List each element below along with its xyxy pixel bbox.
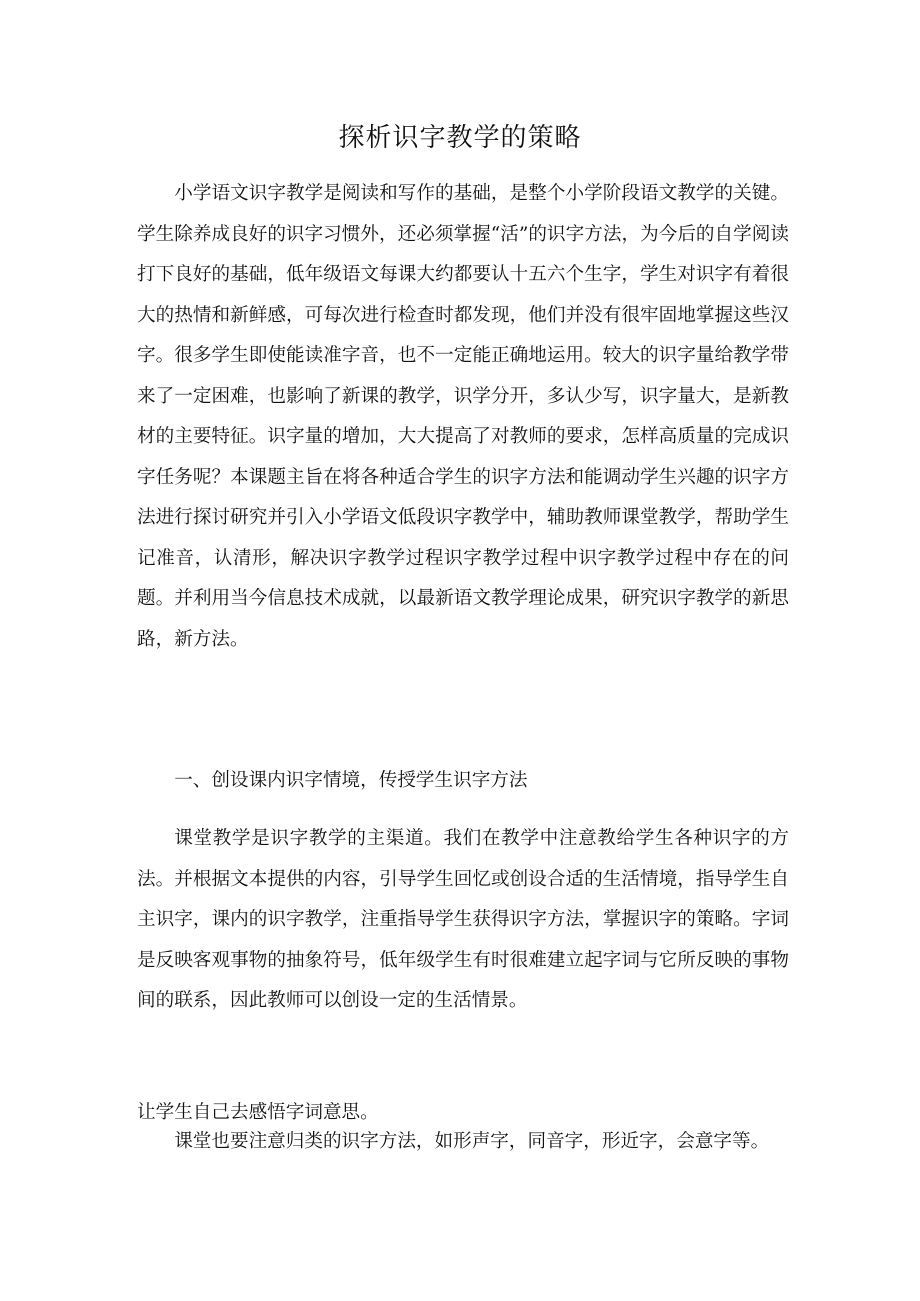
section-tail-paragraph: 让学生自己去感悟字词意思。 (137, 1102, 379, 1123)
section-next-paragraph: 课堂也要注意归类的识字方法，如形声字，同音字，形近字，会意字等。 (174, 1131, 770, 1152)
section-body-paragraph: 课堂教学是识字教学的主渠道。我们在教学中注意教给学生各种识字的方法。并根据文本提供的内容，引导学生回忆或创设合适的生活情境，指导学生自主识字，课内的识字教学，注重指导学生获得识字方法，掌握识字的策略。字词是反映客观事物的抽象符号，低年级学生有时很难建立起字词与它所反映的事物间的联系，因此教师可以创设一定的生活情景。 (137, 828, 789, 1011)
document-title: 探析识字教学的策略 (338, 123, 582, 153)
intro-paragraph: 小学语文识字教学是阅读和写作的基础，是整个小学阶段语文教学的关键。学生除养成良好的识字习惯外，还必须掌握“活”的识字方法，为今后的自学阅读打下良好的基础，低年级语文每课大约都要认十五六个生字，学生对识字有着很大的热情和新鲜感，可每次进行检查时都发现，他们并没有很牢固地掌握这些汉字。很多学生即使能读准字音，也不一定能正确地运用。较大的识字量给教学带来了一定困难，也影响了新课的教学，识学分开，多认少写，识字量大，是新教材的主要特征。识字量的增加，大大提高了对教师的要求，怎样高质量的完成识字任务呢？本课题主旨在将各种适合学生的识字方法和能调动学生兴趣的识字方法进行探讨研究并引入小学语文低段识字教学中，辅助教师课堂教学，帮助学生记准音，认清形，解决识字教学过程识字教学过程中识字教学过程中存在的问题。并利用当今信息技术成就，以最新语文教学理论成果，研究识字教学的新思路，新方法。 (137, 183, 789, 650)
section-heading: 一、创设课内识字情境，传授学生识字方法 (174, 770, 528, 791)
